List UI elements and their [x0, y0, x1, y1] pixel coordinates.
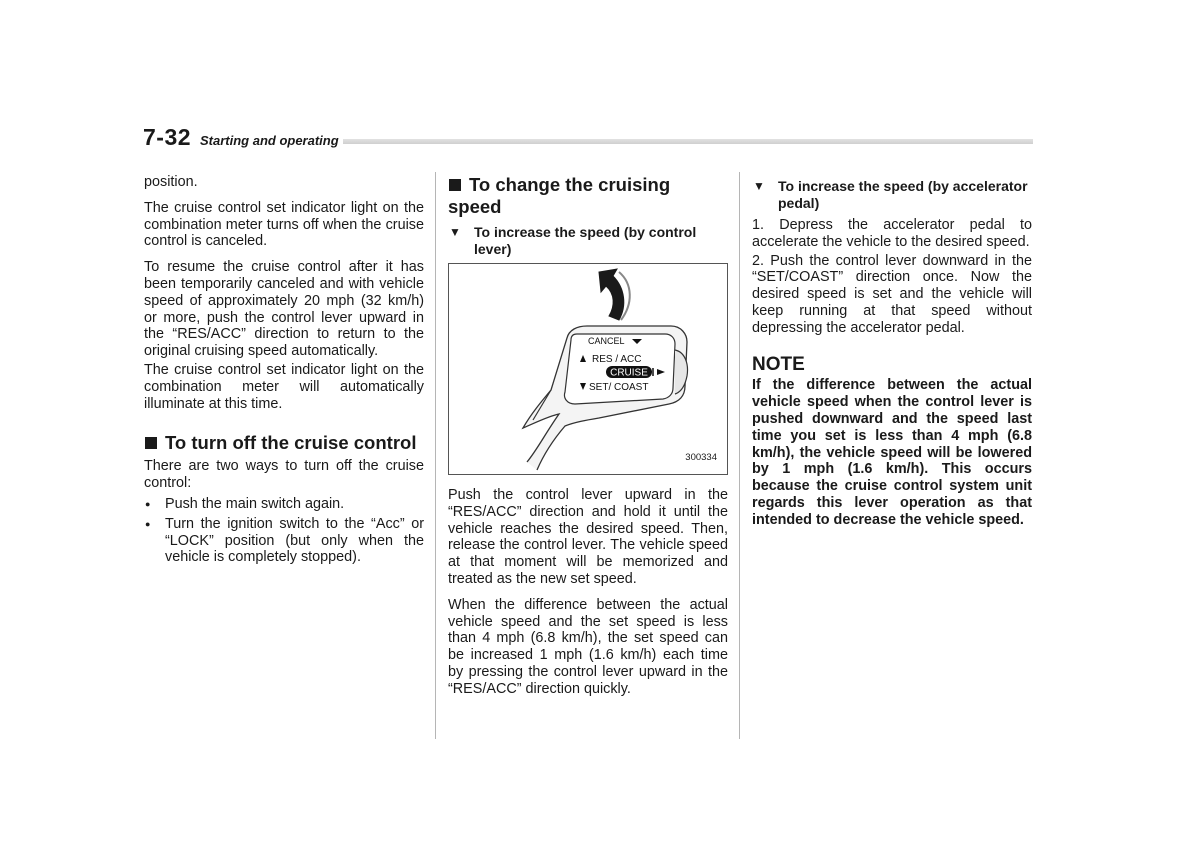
cruise-lever-illustration [448, 263, 728, 475]
cruise-label: CRUISE [610, 367, 648, 379]
paragraph: The cruise control set indicator light on the combination meter will automatically illuminate at this time. [144, 361, 424, 412]
section-heading [448, 174, 728, 218]
list-item-text: Push the main switch again. [165, 495, 345, 512]
column-right [752, 174, 1032, 529]
sub-heading [448, 224, 728, 257]
triangle-down-icon: ▼ [449, 225, 461, 239]
page-number: 7-32 [143, 124, 192, 150]
bullet-dot-icon: ● [145, 498, 151, 509]
figure-code: 300334 [685, 452, 717, 464]
list-item [144, 516, 424, 566]
list-item-text: Turn the ignition switch to the “Acc” or “LOCK” position (but only when the vehicle is completely stopped). [165, 515, 424, 566]
square-bullet-icon [145, 437, 157, 449]
bullet-dot-icon: ● [145, 518, 151, 529]
note-body: If the difference between the actual vehicle speed when the control lever is pushed downward and the speed last time you set is less than 4 mph (6.8 km/h), the vehicle speed will be lowered by 1 mph (1.6 km/h). This occurs because the cruise control system unit regards this lever operation as that intended to decrease the vehicle speed. [752, 377, 1032, 528]
res-acc-label: RES / ACC [592, 354, 642, 365]
sub-heading [752, 178, 1032, 211]
paragraph: When the difference between the actual vehicle speed and the set speed is less than 4 mph (6.8 km/h), the set speed can be increased 1 mph (1.6 km/h) each time by pressing the control lever upward in the “RES/ACC” direction quickly. [448, 596, 728, 697]
column-divider [739, 172, 740, 739]
column-middle [448, 174, 728, 707]
header-rule [343, 139, 1033, 144]
lever-drawing [449, 264, 727, 474]
sub-heading-text: To increase the speed (by accelerator pedal) [778, 178, 1028, 211]
cancel-label: CANCEL [588, 336, 625, 346]
section-title: Starting and operating [200, 133, 339, 148]
set-coast-label: SET/ COAST [589, 382, 649, 393]
column-left [144, 174, 424, 569]
paragraph: position. [144, 174, 198, 190]
section-heading [144, 432, 424, 454]
page-header [143, 124, 1033, 154]
note-title: NOTE [752, 353, 805, 375]
heading-text: To change the cruising speed [448, 174, 671, 217]
paragraph: The cruise control set indicator light on the combination meter turns off when the cruise control is canceled. [144, 199, 424, 250]
paragraph: There are two ways to turn off the cruise control: [144, 458, 424, 492]
step-1: 1. Depress the accelerator pedal to accelerate the vehicle to the desired speed. [752, 217, 1032, 250]
paragraph: Push the control lever upward in the “RES/ACC” direction and hold it until the vehicle reaches the desired speed. Then, release the control lever. The vehicle speed at that moment will be memorized and treated as the new set speed. [448, 487, 728, 587]
triangle-down-icon: ▼ [753, 179, 765, 193]
list-item [144, 496, 424, 513]
paragraph: To resume the cruise control after it has been temporarily canceled and with vehicle speed of approximately 20 mph (32 km/h) or more, push the control lever upward in the “RES/ACC” direction to return to the original cruising speed automatically. [144, 259, 424, 360]
heading-text: To turn off the cruise control [165, 432, 417, 454]
square-bullet-icon [449, 179, 461, 191]
column-divider [435, 172, 436, 739]
step-2: 2. Push the control lever downward in the “SET/COAST” direction once. Now the desired speed is set and the vehicle will keep running at that speed without depressing the accelerator pedal. [752, 252, 1032, 336]
sub-heading-text: To increase the speed (by control lever) [474, 224, 697, 257]
